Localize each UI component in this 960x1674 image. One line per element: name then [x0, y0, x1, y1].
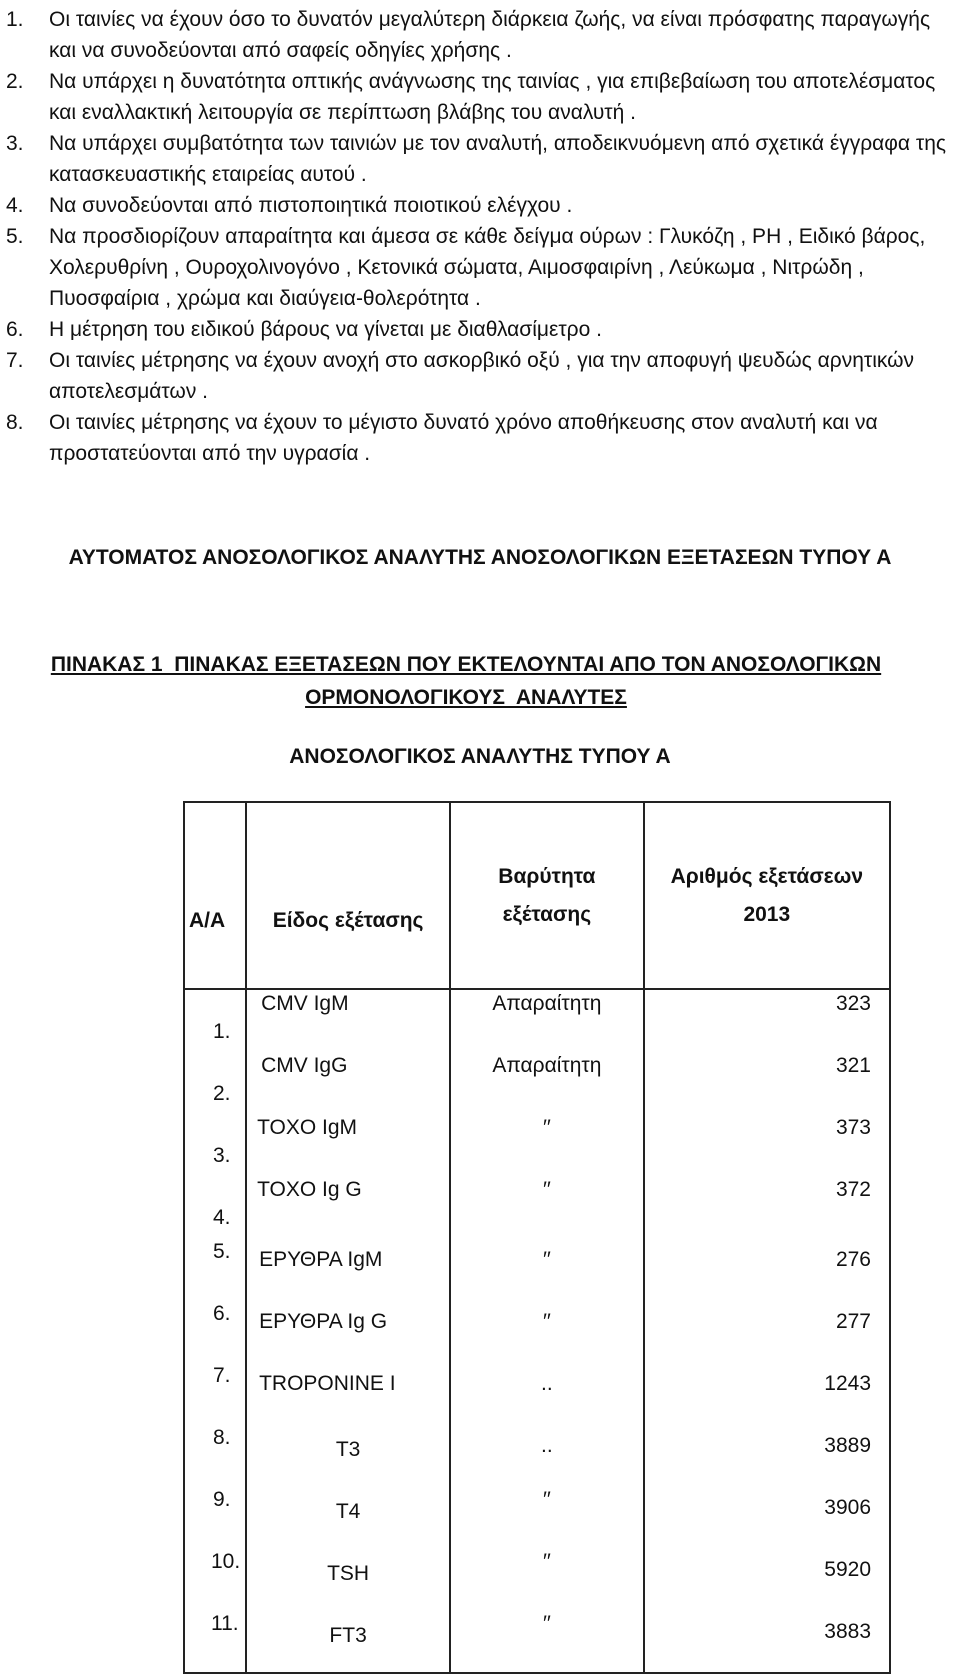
table-title-line1: ΠΙΝΑΚΑΣ 1 ΠΙΝΑΚΑΣ ΕΞΕΤΑΣΕΩΝ ΠΟΥ ΕΚΤΕΛΟΥΝΤΑΙ ΑΠΟ ΤΟΝ ΑΝΟΣΟΛΟΓΙΚΩΝ — [50, 653, 882, 676]
list-item — [6, 407, 950, 469]
table-row — [184, 1548, 890, 1610]
cell-count — [644, 1486, 890, 1548]
table-row — [184, 1052, 890, 1114]
cell-name — [246, 1052, 450, 1114]
cell-count — [644, 1052, 890, 1114]
test-count: 277 — [835, 1310, 871, 1333]
tests-table — [183, 801, 891, 1674]
header-aa: Α/Α — [184, 802, 246, 989]
cell-name — [246, 1424, 450, 1486]
list-number: 6. — [6, 318, 24, 341]
header-priority — [450, 802, 644, 989]
row-number: 1. — [213, 1020, 231, 1043]
list-item — [6, 66, 950, 128]
cell-count — [644, 1176, 890, 1238]
table-title — [36, 648, 896, 714]
cell-priority — [450, 1548, 644, 1610]
row-number: 6. — [213, 1302, 231, 1325]
list-text: Να υπάρχει συμβατότητα των ταινιών με τον αναλυτή, αποδεικνυόμενη από σχετικά έγγραφα της κατασκευαστικής εταιρείας αυτού . — [49, 132, 946, 186]
list-text: Οι ταινίες μέτρησης να έχουν ανοχή στο ασκορβικό οξύ , για την αποφυγή ψευδώς αρνητικών αποτελεσμάτων . — [49, 349, 914, 403]
test-priority: ′′ — [542, 1550, 551, 1573]
header-test-type: Είδος εξέτασης — [246, 802, 450, 989]
list-number: 7. — [6, 349, 24, 372]
table-row — [184, 1486, 890, 1548]
test-priority: ′′ — [542, 1310, 551, 1333]
test-name: TROPONINE I — [259, 1372, 396, 1395]
cell-name — [246, 1176, 450, 1238]
cell-name — [246, 1300, 450, 1362]
cell-count — [644, 1362, 890, 1424]
test-priority: ′′ — [542, 1612, 551, 1635]
table-header-row — [184, 802, 890, 989]
cell-priority — [450, 1486, 644, 1548]
test-count: 372 — [835, 1178, 871, 1201]
table-row — [184, 1238, 890, 1300]
row-number: 7. — [213, 1364, 231, 1387]
test-name: FT3 — [329, 1624, 367, 1647]
row-number: 11. — [211, 1612, 239, 1635]
list-number: 4. — [6, 194, 24, 217]
list-text: Να συνοδεύονται από πιστοποιητικά ποιοτικού ελέγχου . — [49, 194, 573, 217]
header-count-line2: 2013 — [743, 902, 791, 926]
list-number: 2. — [6, 70, 24, 93]
list-item — [6, 190, 950, 221]
test-name: TSH — [327, 1562, 370, 1585]
table-title-line2: ΟΡΜΟΝΟΛΟΓΙΚΟΥΣ ΑΝΑΛΥΤΕΣ — [305, 686, 627, 709]
list-text: Να υπάρχει η δυνατότητα οπτικής ανάγνωσης της ταινίας , για επιβεβαίωση του αποτελέσματος και εναλλακτική λειτουργία σε περίπτωση βλάβης του αναλυτή . — [49, 70, 936, 124]
list-item — [6, 221, 950, 314]
cell-aa — [184, 1362, 246, 1424]
test-count: 3883 — [824, 1620, 871, 1643]
list-item — [6, 314, 950, 345]
cell-aa — [184, 1176, 246, 1238]
test-priority: ′′ — [542, 1116, 551, 1139]
row-number: 10. — [211, 1550, 241, 1573]
cell-name — [246, 1362, 450, 1424]
cell-priority — [450, 1362, 644, 1424]
test-count: 276 — [835, 1248, 871, 1271]
table-row — [184, 1424, 890, 1486]
header-count — [644, 802, 890, 989]
list-number: 5. — [6, 225, 24, 248]
cell-count — [644, 1610, 890, 1673]
cell-name — [246, 1486, 450, 1548]
cell-priority — [450, 1176, 644, 1238]
test-name: T3 — [335, 1438, 361, 1461]
test-name: CMV IgM — [261, 992, 349, 1015]
cell-count — [644, 1238, 890, 1300]
cell-aa — [184, 1486, 246, 1548]
test-priority: Απαραίτητη — [492, 992, 602, 1015]
cell-name — [246, 1238, 450, 1300]
row-number: 3. — [213, 1144, 231, 1167]
table-subtitle: ΑΝΟΣΟΛΟΓΙΚΟΣ ΑΝΑΛΥΤΗΣ ΤΥΠΟΥ Α — [289, 745, 671, 768]
main-heading: ΑΥΤΟΜΑΤΟΣ ΑΝΟΣΟΛΟΓΙΚΟΣ ΑΝΑΛΥΤΗΣ ΑΝΟΣΟΛΟΓΙΚΩΝ ΕΞΕΤΑΣΕΩΝ ΤΥΠΟΥ Α — [68, 546, 892, 569]
list-number: 8. — [6, 411, 24, 434]
test-priority: ′′ — [542, 1248, 551, 1271]
cell-aa — [184, 1548, 246, 1610]
table-row — [184, 1176, 890, 1238]
row-number: 2. — [213, 1082, 231, 1105]
test-priority: .. — [541, 1434, 553, 1457]
row-number: 4. — [213, 1206, 231, 1229]
cell-name — [246, 989, 450, 1052]
table-row — [184, 989, 890, 1052]
test-name: T4 — [335, 1500, 361, 1523]
cell-aa — [184, 1114, 246, 1176]
cell-aa — [184, 1424, 246, 1486]
cell-priority — [450, 1052, 644, 1114]
list-item — [6, 128, 950, 190]
cell-name — [246, 1548, 450, 1610]
header-count-line1: Αριθμός εξετάσεων — [670, 864, 864, 888]
cell-aa — [184, 1052, 246, 1114]
cell-priority — [450, 989, 644, 1052]
test-name: TOXO IgM — [257, 1116, 358, 1139]
cell-count — [644, 1114, 890, 1176]
row-number: 9. — [213, 1488, 231, 1511]
cell-priority — [450, 1610, 644, 1673]
cell-aa — [184, 989, 246, 1052]
cell-aa — [184, 1238, 246, 1300]
list-item — [6, 4, 950, 66]
cell-priority — [450, 1114, 644, 1176]
cell-aa — [184, 1610, 246, 1673]
row-number: 5. — [213, 1240, 231, 1263]
list-text: Οι ταινίες μέτρησης να έχουν το μέγιστο δυνατό χρόνο αποθήκευσης στον αναλυτή και να προστατεύονται από την υγρασία . — [49, 411, 878, 465]
cell-priority — [450, 1238, 644, 1300]
table-row — [184, 1114, 890, 1176]
requirements-list — [6, 4, 950, 469]
test-priority: ′′ — [542, 1488, 551, 1511]
list-number: 1. — [6, 8, 24, 31]
cell-name — [246, 1610, 450, 1673]
cell-count — [644, 1424, 890, 1486]
test-count: 1243 — [824, 1372, 871, 1395]
test-name: TOXO Ig G — [257, 1178, 362, 1201]
list-text: Να προσδιορίζουν απαραίτητα και άμεσα σε κάθε δείγμα ούρων : Γλυκόζη , PH , Ειδικό βάρος, Χολερυθρίνη , Ουροχολινογόνο , Κετονικά σώματα, Αιμοσφαιρίνη , Λεύκωμα , Νιτρώδη , Πυοσφαίρια , χρώμα και διαύγεια-θολερότητα . — [49, 225, 926, 310]
list-text: Η μέτρηση του ειδικού βάρους να γίνεται με διαθλασίμετρο . — [49, 318, 602, 341]
header-priority-line1: Βαρύτητα — [498, 864, 596, 888]
test-count: 321 — [835, 1054, 871, 1077]
test-name: ΕΡΥΘΡΑ Ig G — [259, 1310, 388, 1333]
list-text: Οι ταινίες να έχουν όσο το δυνατόν μεγαλύτερη διάρκεια ζωής, να είναι πρόσφατης παραγωγής και να συνοδεύονται από σαφείς οδηγίες χρήσης . — [49, 8, 931, 62]
test-name: ΕΡΥΘΡΑ IgM — [259, 1248, 383, 1271]
table-row — [184, 1610, 890, 1673]
header-priority-line2: εξέτασης — [502, 902, 592, 926]
cell-priority — [450, 1300, 644, 1362]
cell-count — [644, 1548, 890, 1610]
test-count: 3906 — [824, 1496, 871, 1519]
test-count: 373 — [835, 1116, 871, 1139]
cell-priority — [450, 1424, 644, 1486]
list-number: 3. — [6, 132, 24, 155]
cell-count — [644, 1300, 890, 1362]
row-number: 8. — [213, 1426, 231, 1449]
test-count: 5920 — [824, 1558, 871, 1581]
test-count: 3889 — [824, 1434, 871, 1457]
table-row — [184, 1300, 890, 1362]
cell-count — [644, 989, 890, 1052]
test-priority: ′′ — [542, 1178, 551, 1201]
test-priority: Απαραίτητη — [492, 1054, 602, 1077]
cell-aa — [184, 1300, 246, 1362]
test-name: CMV IgG — [261, 1054, 348, 1077]
list-item — [6, 345, 950, 407]
test-count: 323 — [835, 992, 871, 1015]
cell-name — [246, 1114, 450, 1176]
table-row — [184, 1362, 890, 1424]
test-priority: .. — [541, 1372, 553, 1395]
